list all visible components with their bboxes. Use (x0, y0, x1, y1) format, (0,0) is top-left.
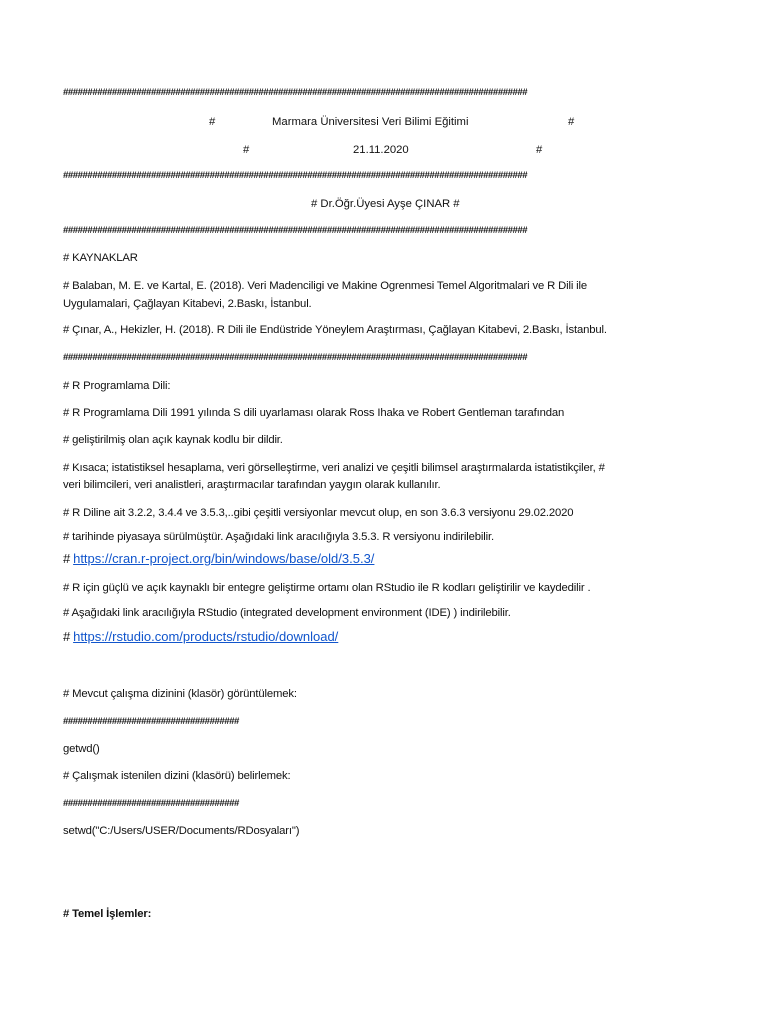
header-date: 21.11.2020 (353, 144, 409, 156)
hash-divider: ############################################################################################### (63, 87, 528, 98)
header-title: Marmara Üniversitesi Veri Bilimi Eğitimi (272, 116, 469, 128)
r-lang-paragraph-3-line-1: # Kısaca; istatistiksel hesaplama, veri görselleştirme, veri analizi ve çeşitli bilimsel araştırmalarda istatistikçiler, # (63, 462, 605, 474)
r-lang-paragraph-3-line-2: veri bilimcileri, veri analistleri, araştırmacılar tarafından yaygın olarak kullanılır. (63, 479, 441, 491)
r-lang-paragraph-4-line-1: # R Diline ait 3.2.2, 3.4.4 ve 3.5.3,..gibi çeşitli versiyonlar mevcut olup, en son 3.6.3 versiyonu 29.02.2020 (63, 507, 574, 519)
rstudio-link-row (63, 629, 338, 646)
hash-divider: ############################################################################################### (63, 225, 528, 236)
date-left-hash: # (243, 144, 250, 156)
r-lang-heading: # R Programlama Dili: (63, 380, 171, 392)
r-lang-paragraph-5: # R için güçlü ve açık kaynaklı bir entegre geliştirme ortamı olan RStudio ile R kodları geliştirilir ve kaydedilir . (63, 582, 591, 594)
hash-divider: ############################################################################################### (63, 170, 528, 181)
r-lang-paragraph-6: # Aşağıdaki link aracılığıyla RStudio (integrated development environment (IDE) ) indirilebilir. (63, 607, 511, 619)
short-hash-divider: #################################### (63, 716, 239, 727)
reference-1-line-2: Uygulamalari, Çağlayan Kitabevi, 2.Baskı, İstanbul. (63, 298, 312, 310)
references-heading: # KAYNAKLAR (63, 252, 138, 264)
short-hash-divider: #################################### (63, 798, 239, 809)
cran-link-row (63, 551, 374, 568)
header-right-hash: # (568, 116, 575, 128)
r-lang-paragraph-4-line-2: # tarihinde piyasaya sürülmüştür. Aşağıdaki link aracılığıyla 3.5.3. R versiyonu indirilebilir. (63, 531, 494, 543)
basics-heading: # Temel İşlemler: (63, 908, 152, 920)
rstudio-link-prefix: # (63, 629, 71, 644)
workdir-code-2: setwd("C:/Users/USER/Documents/RDosyaları") (63, 825, 300, 837)
header-left-hash: # (209, 116, 216, 128)
rstudio-link[interactable]: https://rstudio.com/products/rstudio/download/ (73, 629, 339, 644)
hash-divider: ############################################################################################### (63, 352, 528, 363)
workdir-code-1: getwd() (63, 743, 100, 755)
author: # Dr.Öğr.Üyesi Ayşe ÇINAR # (311, 198, 460, 210)
reference-1-line-1: # Balaban, M. E. ve Kartal, E. (2018). Veri Madenciligi ve Makine Ogrenmesi Temel Algoritmalari ve R Dili ile (63, 280, 588, 292)
r-lang-paragraph-2: # geliştirilmiş olan açık kaynak kodlu bir dildir. (63, 434, 283, 446)
cran-link[interactable]: https://cran.r-project.org/bin/windows/base/old/3.5.3/ (73, 551, 375, 566)
cran-link-prefix: # (63, 551, 71, 566)
reference-2: # Çınar, A., Hekizler, H. (2018). R Dili ile Endüstride Yöneylem Araştırması, Çağlayan Kitabevi, 2.Baskı, İstanbul. (63, 324, 607, 336)
workdir-comment-2: # Çalışmak istenilen dizini (klasörü) belirlemek: (63, 770, 291, 782)
r-lang-paragraph-1: # R Programlama Dili 1991 yılında S dili uyarlaması olarak Ross Ihaka ve Robert Gentleman tarafından (63, 407, 565, 419)
workdir-comment-1: # Mevcut çalışma dizinini (klasör) görüntülemek: (63, 688, 297, 700)
date-right-hash: # (536, 144, 543, 156)
